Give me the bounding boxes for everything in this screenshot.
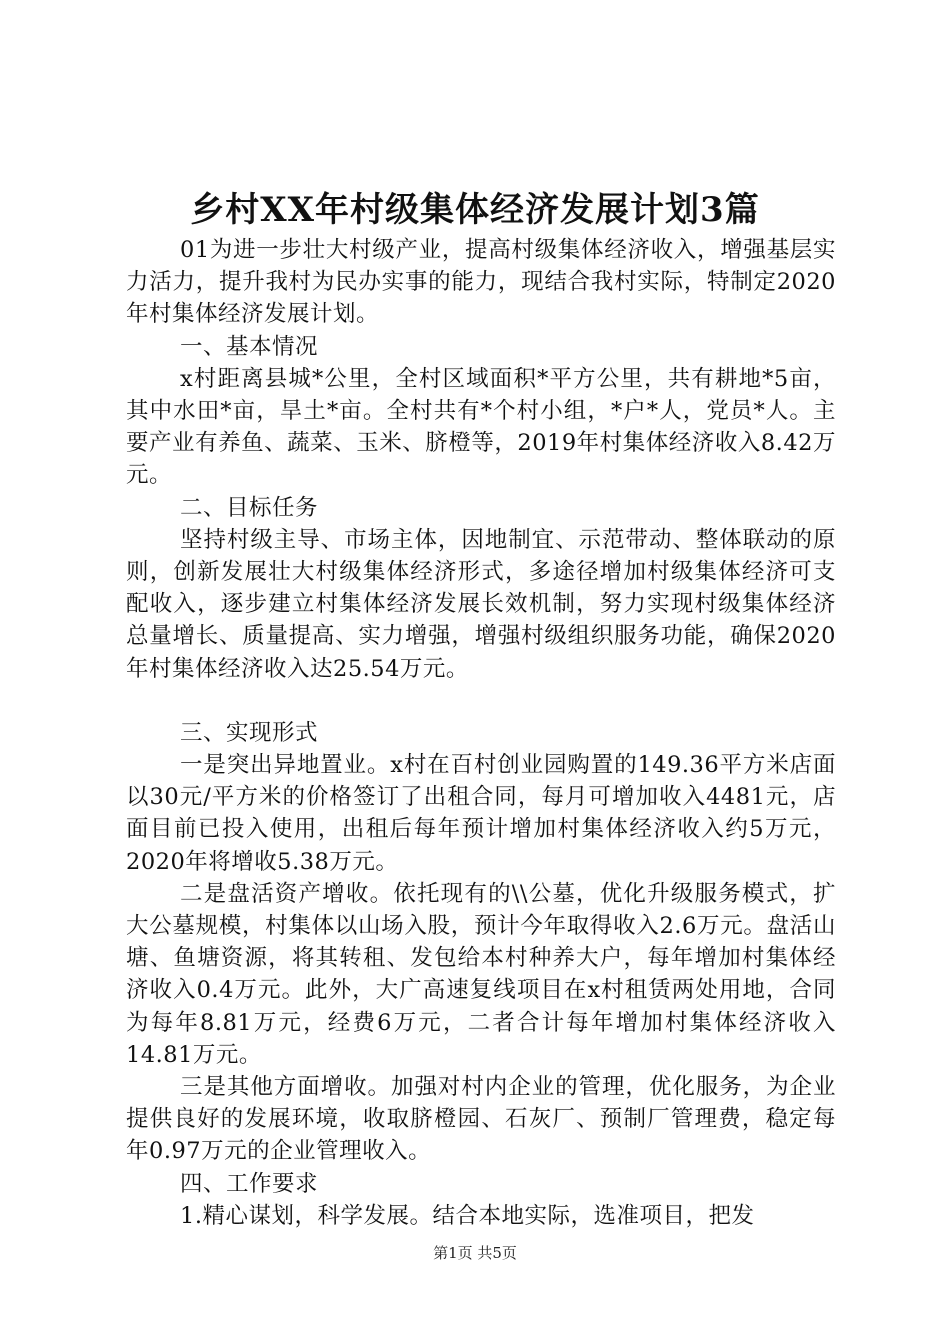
section-heading-requirements: 四、工作要求 (180, 1170, 319, 1197)
section-heading-forms: 三、实现形式 (180, 719, 319, 746)
document-title: 乡村XX年村级集体经济发展计划3篇 (190, 190, 760, 230)
goals-paragraph: 坚持村级主导、市场主体，因地制宜、示范带动、整体联动的原则，创新发展壮大村级集体经济形式，多途径增加村级集体经济可支配收入，逐步建立村集体经济发展长效机制，努力实现村级集体经济总量增长、质量提高、实力增强，增强村级组织服务功能，确保2020年村集体经济收入达25.54万元。 (126, 526, 836, 682)
blank-line (126, 685, 836, 717)
section-heading-basic-info: 一、基本情况 (180, 333, 319, 360)
page-number-footer: 第1页 共5页 (433, 1244, 517, 1262)
other-income-paragraph: 三是其他方面增收。加强对村内企业的管理，优化服务，为企业提供良好的发展环境，收取脐橙园、石灰厂、预制厂管理费，稳定每年0.97万元的企业管理收入。 (126, 1074, 836, 1165)
intro-paragraph: 01为进一步壮大村级产业，提高村级集体经济收入，增强基层实力活力，提升我村为民办实事的能力，现结合我村实际，特制定2020年村集体经济发展计划。 (126, 237, 836, 328)
requirements-paragraph: 1.精心谋划，科学发展。结合本地实际，选准项目，把发 (180, 1202, 755, 1229)
document-body (126, 234, 836, 1232)
offsite-property-paragraph: 一是突出异地置业。x村在百村创业园购置的149.36平方米店面以30元/平方米的价格签订了出租合同，每月可增加收入4481元，店面目前已投入使用，出租后每年预计增加村集体经济收入约5万元，2020年将增收5.38万元。 (126, 752, 836, 875)
asset-revitalization-paragraph: 二是盘活资产增收。依托现有的\\公墓，优化升级服务模式，扩大公墓规模，村集体以山场入股，预计今年取得收入2.6万元。盘活山塘、鱼塘资源，将其转租、发包给本村种养大户，每年增加村集体经济收入0.4万元。此外，大广高速复线项目在x村租赁两处用地，合同为每年8.81万元，经费6万元，二者合计每年增加村集体经济收入14.81万元。 (126, 880, 836, 1068)
basic-info-paragraph: x村距离县城*公里，全村区域面积*平方公里，共有耕地*5亩，其中水田*亩，旱土*亩。全村共有*个村小组，*户*人，党员*人。主要产业有养鱼、蔬菜、玉米、脐橙等，2019年村集体经济收入8.42万元。 (126, 365, 836, 489)
section-heading-goals: 二、目标任务 (180, 494, 319, 521)
